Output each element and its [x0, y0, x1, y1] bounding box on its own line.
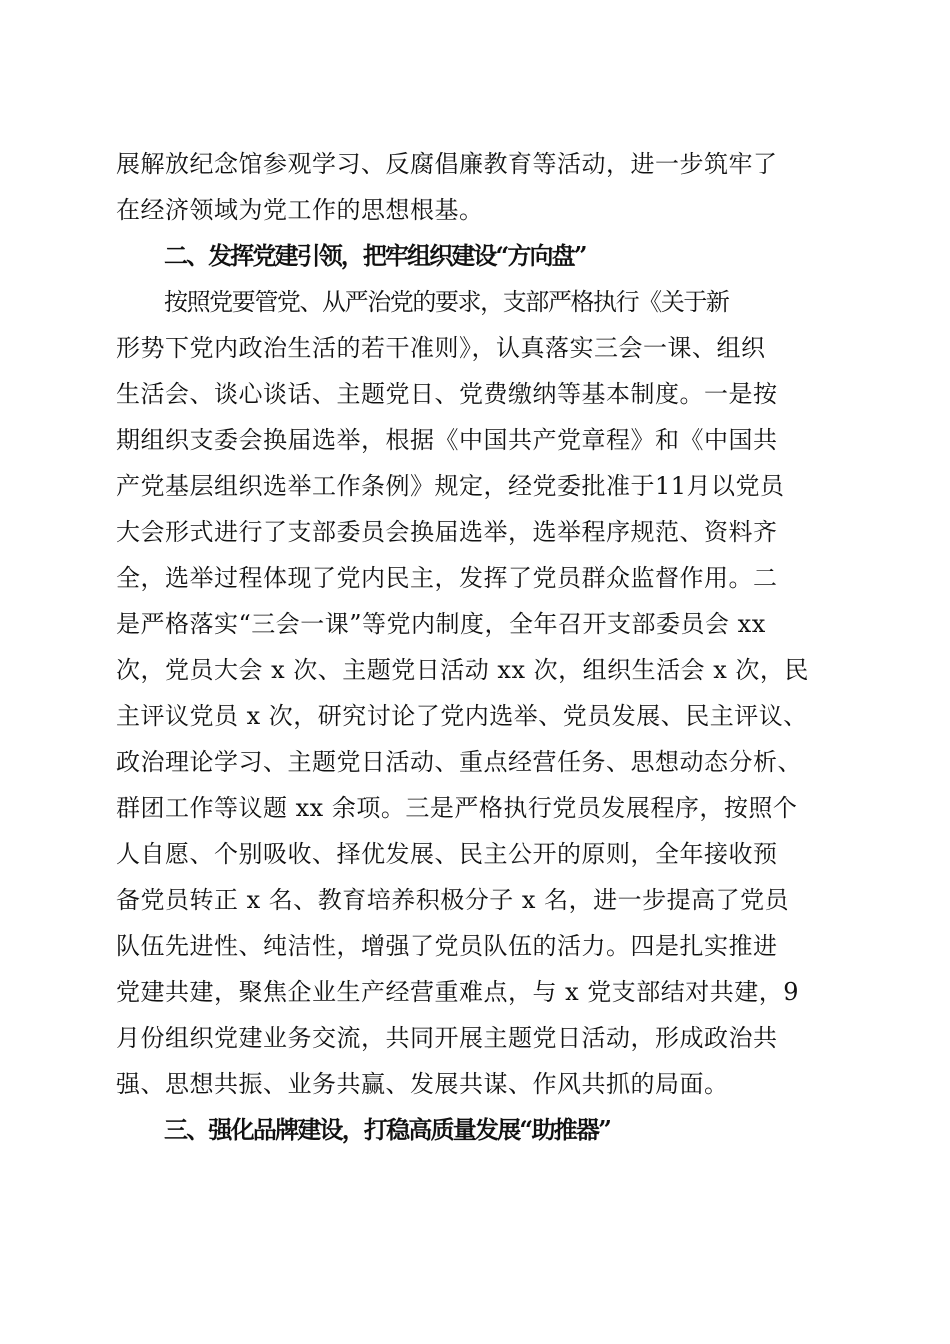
body-text-line: 形势下党内政治生活的若干准则》，认真落实三会一课、组织 — [116, 334, 766, 362]
body-text-line: 人自愿、个别吸收、择优发展、民主公开的原则，全年接收预 — [116, 840, 778, 868]
body-text-line: 大会形式进行了支部委员会换届选举，选举程序规范、资料齐 — [116, 518, 778, 546]
body-text-line: 主评议党员 x 次，研究讨论了党内选举、党员发展、民主评议、 — [116, 702, 808, 730]
body-text-line: 队伍先进性、纯洁性，增强了党员队伍的活力。四是扎实推进 — [116, 932, 778, 960]
section-heading-2: 二、发挥党建引领，把牢组织建设“方向盘” — [164, 241, 586, 270]
body-text-line: 展解放纪念馆参观学习、反腐倡廉教育等活动，进一步筑牢了 — [116, 150, 778, 178]
body-text-line: 强、思想共振、业务共赢、发展共谋、作风共抓的局面。 — [116, 1070, 729, 1098]
body-text-line: 生活会、谈心谈话、主题党日、党费缴纳等基本制度。一是按 — [116, 380, 778, 408]
body-text-line: 群团工作等议题 xx 余项。三是严格执行党员发展程序，按照个 — [116, 794, 798, 822]
body-text-line: 政治理论学习、主题党日活动、重点经营任务、思想动态分析、 — [116, 748, 802, 776]
body-text-line: 全，选举过程体现了党内民主，发挥了党员群众监督作用。二 — [116, 564, 778, 592]
section-heading-3: 三、强化品牌建设，打稳高质量发展“助推器” — [164, 1115, 611, 1144]
body-text-line: 党建共建，聚焦企业生产经营重难点，与 x 党支部结对共建，9 — [116, 978, 800, 1006]
body-text-line: 次，党员大会 x 次、主题党日活动 xx 次，组织生活会 x 次，民 — [116, 656, 809, 684]
body-text-line: 产党基层组织选举工作条例》规定，经党委批准于11月以党员 — [116, 472, 785, 500]
body-text-line: 按照党要管党、从严治党的要求，支部严格执行《关于新 — [164, 288, 729, 316]
body-text-line: 备党员转正 x 名、教育培养积极分子 x 名，进一步提高了党员 — [116, 886, 790, 914]
body-text-line: 是严格落实“三会一课”等党内制度，全年召开支部委员会 xx — [116, 610, 766, 638]
body-text-line: 在经济领域为党工作的思想根基。 — [116, 196, 484, 224]
body-text-line: 月份组织党建业务交流，共同开展主题党日活动，形成政治共 — [116, 1024, 778, 1052]
body-text-line: 期组织支委会换届选举，根据《中国共产党章程》和《中国共 — [116, 426, 778, 454]
